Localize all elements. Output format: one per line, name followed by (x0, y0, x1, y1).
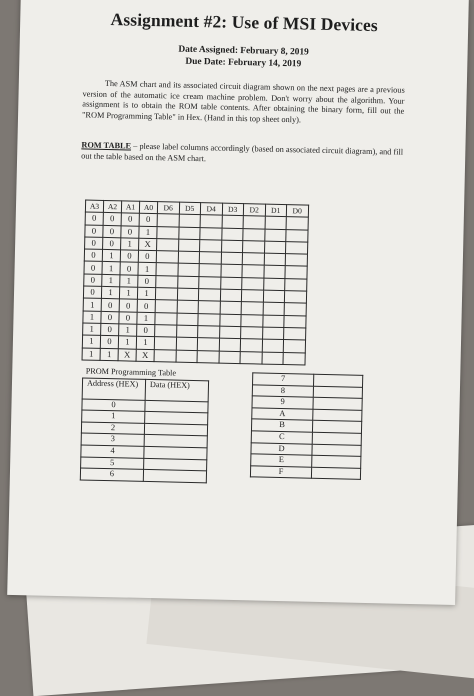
rom-output-cell (264, 253, 286, 266)
rom-input-cell: 0 (137, 324, 155, 337)
rom-input-cell: 0 (100, 336, 118, 349)
col-header-d1: D1 (265, 204, 287, 217)
rom-output-cell (241, 327, 263, 340)
rom-output-cell (155, 288, 177, 301)
rom-output-cell (263, 278, 285, 291)
rom-output-cell (200, 215, 222, 228)
rom-output-cell (198, 301, 220, 314)
rom-output-cell (264, 229, 286, 242)
rom-output-cell (177, 264, 199, 277)
rom-output-cell (199, 264, 221, 277)
rom-output-cell (220, 301, 242, 314)
rom-output-cell (157, 214, 179, 227)
rom-input-cell: X (118, 348, 136, 361)
rom-table-instruction-text: – please label columns accordingly (based on associated circuit diagram), and fill out the table based on the ASM chart. (81, 141, 404, 163)
rom-output-cell (199, 252, 221, 265)
rom-output-cell (198, 313, 220, 326)
rom-output-cell (263, 266, 285, 279)
prom-data-cell (143, 470, 206, 483)
rom-output-cell (219, 338, 241, 351)
page-title: Assignment #2: Use of MSI Devices (110, 9, 379, 36)
rom-output-cell (241, 290, 263, 303)
rom-input-cell: 0 (85, 212, 103, 225)
rom-input-cell: 0 (84, 274, 102, 287)
rom-output-cell (221, 240, 243, 253)
rom-input-cell: 1 (118, 336, 136, 349)
prom-address-cell: 7 (253, 373, 314, 386)
rom-input-cell: 1 (102, 274, 120, 287)
rom-input-cell: 0 (120, 250, 138, 263)
rom-output-cell (242, 265, 264, 278)
prom-address-cell: 1 (82, 410, 145, 423)
prom-address-cell: A (252, 408, 313, 421)
rom-output-cell (155, 325, 177, 338)
rom-output-cell (178, 251, 200, 264)
rom-input-cell: 0 (119, 311, 137, 324)
rom-output-cell (177, 288, 199, 301)
rom-output-cell (264, 241, 286, 254)
rom-table-body (82, 212, 308, 365)
rom-input-cell: 1 (82, 348, 100, 361)
prom-address-cell: E (251, 454, 312, 467)
rom-input-cell: 0 (84, 249, 102, 262)
rom-input-cell: 1 (83, 323, 101, 336)
rom-output-cell (263, 302, 285, 315)
rom-output-cell (285, 241, 307, 254)
rom-output-cell (178, 239, 200, 252)
rom-input-cell: 0 (84, 261, 102, 274)
rom-output-cell (283, 340, 305, 353)
rom-output-cell (176, 325, 198, 338)
prom-address-cell: 2 (81, 422, 144, 435)
rom-input-cell: 0 (85, 237, 103, 250)
rom-input-cell: 1 (83, 311, 101, 324)
rom-output-cell (176, 350, 198, 363)
rom-output-cell (262, 339, 284, 352)
rom-input-cell: 1 (139, 226, 157, 239)
rom-output-cell (285, 278, 307, 291)
rom-output-cell (283, 352, 305, 365)
rom-output-cell (220, 289, 242, 302)
rom-input-cell: 0 (138, 275, 156, 288)
due-date: Due Date: February 14, 2019 (185, 56, 302, 70)
prom-programming-table-continued (250, 372, 363, 480)
rom-input-cell: 1 (121, 238, 139, 251)
rom-table-instructions (81, 140, 411, 169)
rom-output-cell (240, 339, 262, 352)
rom-output-cell (177, 276, 199, 289)
rom-output-cell (262, 327, 284, 340)
prom-address-cell: 9 (252, 396, 313, 409)
prom-address-cell: 8 (252, 384, 313, 397)
rom-input-cell: X (139, 238, 157, 251)
rom-output-cell (197, 338, 219, 351)
prom-table-row (250, 466, 360, 480)
prom-address-cell: 5 (81, 457, 144, 470)
rom-output-cell (284, 328, 306, 341)
rom-output-cell (177, 300, 199, 313)
rom-input-cell: 0 (121, 225, 139, 238)
prom-address-cell: 0 (82, 399, 145, 412)
rom-output-cell (262, 315, 284, 328)
rom-output-cell (284, 291, 306, 304)
dates-block (19, 40, 467, 74)
prom-address-cell: F (250, 466, 311, 479)
rom-output-cell (155, 312, 177, 325)
rom-input-cell: 1 (101, 286, 119, 299)
rom-input-cell: 0 (138, 250, 156, 263)
rom-output-cell (157, 226, 179, 239)
rom-input-cell: X (136, 349, 154, 362)
prom-table-left-body (80, 399, 208, 483)
rom-table (82, 200, 309, 366)
prom-address-cell: D (251, 442, 312, 455)
rom-input-cell: 1 (138, 263, 156, 276)
rom-output-cell (156, 275, 178, 288)
col-header-d3: D3 (222, 203, 244, 216)
prom-col-address: Address (HEX) (82, 378, 145, 400)
rom-output-cell (242, 253, 264, 266)
rom-output-cell (221, 228, 243, 241)
rom-input-cell: 1 (100, 348, 118, 361)
col-header-a1: A1 (121, 201, 139, 214)
rom-input-cell: 1 (102, 250, 120, 263)
date-assigned: Date Assigned: February 8, 2019 (178, 44, 309, 58)
rom-input-cell: 1 (83, 298, 101, 311)
col-header-d6: D6 (157, 202, 179, 215)
prom-table-left-wrap (80, 366, 210, 483)
col-header-d0: D0 (286, 205, 308, 218)
rom-output-cell (263, 290, 285, 303)
prom-address-cell: B (251, 419, 312, 432)
rom-output-cell (220, 277, 242, 290)
rom-output-cell (156, 263, 178, 276)
rom-input-cell: 1 (137, 287, 155, 300)
rom-input-cell: 0 (119, 299, 137, 312)
rom-input-cell: 0 (101, 311, 119, 324)
col-header-d2: D2 (243, 204, 265, 217)
rom-output-cell (155, 300, 177, 313)
prom-address-cell: 4 (81, 445, 144, 458)
rom-input-cell: 1 (102, 262, 120, 275)
rom-output-cell (179, 214, 201, 227)
rom-table-heading: ROM TABLE (81, 140, 132, 151)
rom-input-cell: 0 (101, 299, 119, 312)
col-header-d4: D4 (200, 203, 222, 216)
rom-input-cell: 0 (137, 300, 155, 313)
rom-output-cell (265, 216, 287, 229)
rom-output-cell (157, 239, 179, 252)
rom-output-cell (154, 349, 176, 362)
instructions-paragraph: The ASM chart and its associated circuit diagram shown on the next pages are a previous version of the automatic ice cream machine problem. Don't worry about the algorithm. Your assignment is to obtain the ROM table contents. After obtaining the binary form, fill out the "ROM Programming Table" in Hex. (Hand in this top sheet only). (81, 78, 405, 125)
col-header-a3: A3 (85, 200, 103, 213)
rom-output-cell (261, 352, 283, 365)
rom-input-cell: 0 (83, 286, 101, 299)
rom-output-cell (240, 351, 262, 364)
rom-output-cell (154, 337, 176, 350)
rom-output-cell (222, 215, 244, 228)
rom-output-cell (241, 302, 263, 315)
rom-output-cell (286, 217, 308, 230)
rom-output-cell (285, 266, 307, 279)
prom-table-caption: PROM Programming Table (85, 366, 177, 378)
rom-input-cell: 1 (137, 312, 155, 325)
rom-input-cell: 0 (121, 213, 139, 226)
prom-col-data: Data (HEX) (145, 379, 208, 401)
rom-input-cell: 0 (120, 262, 138, 275)
rom-output-cell (197, 350, 219, 363)
rom-output-cell (284, 315, 306, 328)
rom-output-cell (176, 337, 198, 350)
assignment-sheet (7, 0, 469, 605)
rom-output-cell (284, 303, 306, 316)
rom-output-cell (178, 227, 200, 240)
rom-output-cell (243, 216, 265, 229)
rom-input-cell: 0 (103, 225, 121, 238)
rom-output-cell (156, 251, 178, 264)
rom-output-cell (221, 252, 243, 265)
rom-output-cell (219, 326, 241, 339)
rom-output-cell (200, 227, 222, 240)
prom-address-cell: 6 (80, 468, 143, 481)
rom-output-cell (198, 326, 220, 339)
rom-output-cell (218, 351, 240, 364)
rom-input-cell: 1 (119, 324, 137, 337)
prom-programming-table (80, 366, 210, 483)
col-header-d5: D5 (179, 202, 201, 215)
rom-input-cell: 0 (139, 214, 157, 227)
rom-input-cell: 1 (119, 287, 137, 300)
rom-output-cell (219, 314, 241, 327)
prom-table-row (80, 468, 206, 482)
col-header-a2: A2 (103, 200, 121, 213)
rom-output-cell (285, 254, 307, 267)
rom-input-cell: 0 (103, 213, 121, 226)
rom-input-cell: 0 (85, 225, 103, 238)
rom-output-cell (176, 313, 198, 326)
rom-input-cell: 1 (120, 275, 138, 288)
rom-output-cell (241, 314, 263, 327)
rom-output-cell (243, 240, 265, 253)
rom-output-cell (199, 276, 221, 289)
rom-output-cell (243, 228, 265, 241)
rom-output-cell (220, 265, 242, 278)
rom-output-cell (198, 289, 220, 302)
rom-output-cell (286, 229, 308, 242)
prom-table-right-body (250, 373, 362, 480)
rom-input-cell: 0 (103, 237, 121, 250)
rom-output-cell (242, 277, 264, 290)
col-header-a0: A0 (139, 201, 157, 214)
prom-address-cell: C (251, 431, 312, 444)
prom-table-header-row (82, 378, 208, 402)
rom-output-cell (200, 240, 222, 253)
rom-input-cell: 1 (82, 335, 100, 348)
rom-input-cell: 1 (136, 336, 154, 349)
rom-input-cell: 0 (101, 323, 119, 336)
prom-address-cell: 3 (81, 433, 144, 446)
prom-data-cell (311, 467, 360, 480)
